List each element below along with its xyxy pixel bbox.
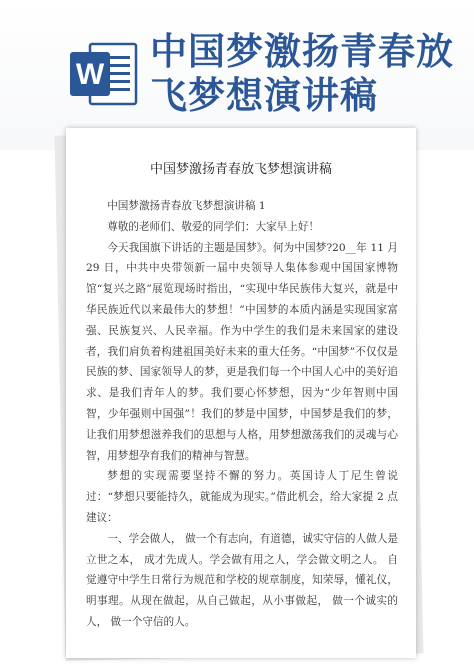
svg-text:W: W	[75, 58, 105, 91]
document-body	[86, 196, 398, 633]
word-document-icon	[68, 38, 140, 110]
document-page	[66, 128, 416, 658]
document-title: 中国梦激扬青春放飞梦想演讲稿	[149, 162, 332, 177]
paragraph-suggestion: 梦想的实现需要坚持不懈的努力。英国诗人丁尼生曾说过：“梦想只要能持久，就能成为现实。”借此机会，给大家提 2 点建议：	[86, 470, 398, 524]
banner-title: 中国梦激扬青春放飞梦想演讲稿	[150, 30, 454, 117]
paragraph-greeting: 尊敬的老师们、敬爱的同学们：大家早上好！	[107, 220, 320, 233]
paragraph-heading: 中国梦激扬青春放飞梦想演讲稿 1	[107, 200, 266, 212]
paragraph-main: 今天我国旗下讲话的主题是国梦》。何为中国梦?20__年 11 月 29 日，中共中央带领新一届中央领导人集体参观中国国家博物馆“复兴之路”展览现场时指出，“实现中华民族伟大复兴，就是中华民族近代以来最伟大的梦想！”中国梦的本质内涵是实现国家富强、民族复兴、人民幸福。作为中学生的我们是未来国家的建设者，我们肩负着构建祖国美好未来的重大任务。“中国梦”不仅仅是民族的梦、国家领导人的梦，更是我们每一个中国人心中的美好追求、是我们青年人的梦。我们要心怀梦想，因为“少年智则中国智，少年强则中国强”！我们的梦是中国梦，中国梦是我们的梦，让我们用梦想滋养我们的思想与人格，用梦想激荡我们的灵魂与心智，用梦想孕育我们的精神与智慧。	[86, 241, 398, 462]
paragraph-point-one: 一、学会做人， 做一个有志向，有道德，诚实守信的人做人是立世之本， 成才先成人。学会做有用之人，学会做文明之人。 自觉遵守中学生日常行为规范和学校的规章制度，知荣辱，懂礼仪，明事理。从现在做起，从自己做起，从小事做起， 做一个诚实的人， 做一个守信的人。	[86, 532, 398, 628]
